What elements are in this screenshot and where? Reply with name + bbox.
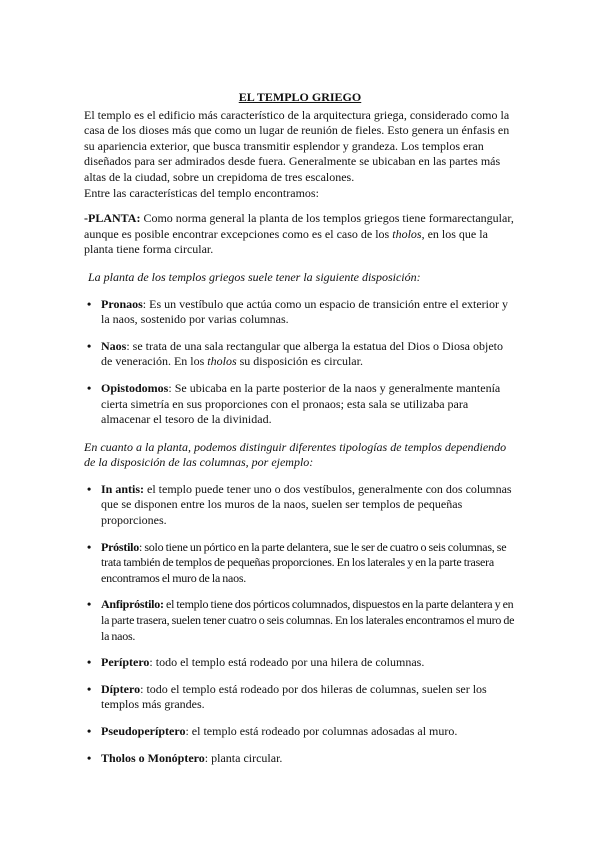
disposicion-lead: La planta de los templos griegos suele tener la siguiente disposición:: [88, 269, 421, 284]
bullet-icon: •: [87, 539, 92, 554]
tipologias-list: [84, 482, 516, 766]
bullet-icon: •: [87, 296, 92, 311]
item-term: Anfipróstilo:: [101, 597, 164, 612]
bullet-icon: •: [87, 597, 92, 612]
intro-list-lead: Entre las características del templo encontramos:: [84, 185, 319, 200]
tipologias-lead: En cuanto a la planta, podemos distinguir diferentes tipologías de templos dependiendo de la disposición de las columnas, por ejemplo:: [84, 439, 507, 470]
item-term: Pseudoperíptero: [101, 724, 186, 738]
bullet-icon: •: [87, 380, 92, 395]
list-item: [84, 655, 516, 671]
list-item: [84, 597, 516, 644]
item-term: Díptero: [101, 681, 141, 696]
list-item: [84, 751, 516, 767]
planta-paragraph: [84, 211, 516, 258]
list-item: [84, 682, 516, 713]
item-text: : Se ubicaba en la parte posterior de la naos y generalmente mantenía cierta simetría en sus proporciones con el pronaos; esta sala se utilizaba para almacenar el tesoro de la divinidad.: [101, 380, 501, 427]
item-term: Naos: [101, 338, 127, 353]
item-term: Opistodomos: [101, 380, 169, 395]
bullet-icon: •: [87, 750, 92, 765]
item-term: Próstilo: [101, 539, 139, 554]
planta-text-after: , en los que la planta tiene forma circular.: [84, 226, 488, 257]
item-italic: tholos: [207, 354, 237, 369]
list-item: [84, 381, 516, 428]
item-term: Tholos o Monóptero: [101, 750, 205, 765]
item-text: : solo tiene un pórtico en la parte delantera, sue le ser de cuatro o seis columnas, se trata también de templos de pequeñas proporciones. En los laterales y en la parte trasera encontramos el muro de la naos.: [101, 539, 507, 585]
bullet-icon: •: [87, 681, 92, 696]
bullet-icon: •: [87, 338, 92, 353]
item-text-after: su disposición es circular.: [236, 354, 363, 369]
list-item: [84, 297, 516, 328]
document-body: [84, 90, 516, 766]
document-title: EL TEMPLO GRIEGO: [238, 90, 362, 104]
bullet-icon: •: [87, 655, 92, 670]
bullet-icon: •: [87, 481, 92, 496]
item-text: : se trata de una sala rectangular que alberga la estatua del Dios o Diosa objeto de veneración. En los: [101, 338, 503, 369]
bullet-icon: •: [87, 724, 92, 738]
item-term: In antis:: [101, 481, 145, 496]
item-text: : planta circular.: [204, 750, 283, 765]
planta-tholos: tholos: [392, 226, 422, 241]
list-item: [84, 482, 516, 529]
list-item: [84, 540, 516, 587]
item-text: : todo el templo está rodeado por una hilera de columnas.: [149, 655, 425, 670]
list-item: [84, 724, 516, 740]
planta-text-before: Como norma general la planta de los templos griegos tiene formarectangular, aunque es posible encontrar excepciones como es el caso de los: [84, 211, 514, 241]
item-term: Períptero: [101, 655, 150, 670]
item-term: Pronaos: [101, 296, 143, 311]
list-item: [84, 339, 516, 370]
intro-paragraph: El templo es el edificio más característico de la arquitectura griega, considerado como la casa de los dioses más que como un lugar de reunión de fieles. Esto genera un énfasis en su apariencia exterior, que busca transmitir esplendor y grandeza. Los templos eran diseñados para ser admirados desde fuera. Generalmente se ubicaban en las partes más altas de la ciudad, sobre un crepidoma de tres escalones.: [84, 107, 510, 184]
item-text: el templo puede tener uno o dos vestíbulos, generalmente con dos columnas que se disponen entre los muros de la naos, suelen ser templos de pequeñas proporciones.: [101, 481, 512, 528]
item-text: : Es un vestíbulo que actúa como un espacio de transición entre el exterior y la naos, sostenido por varias columnas.: [101, 296, 509, 327]
disposicion-list: [84, 297, 516, 428]
planta-label: -PLANTA:: [84, 211, 141, 226]
item-text: : el templo está rodeado por columnas adosadas al muro.: [185, 724, 458, 738]
item-text: el templo tiene dos pórticos columnados, dispuestos en la parte delantera y en la parte trasera, suelen tener cuatro o seis columnas. En los laterales encontramos el muro de la naos.: [101, 597, 515, 643]
item-text: : todo el templo está rodeado por dos hileras de columnas, suelen ser los templos más grandes.: [101, 681, 487, 712]
